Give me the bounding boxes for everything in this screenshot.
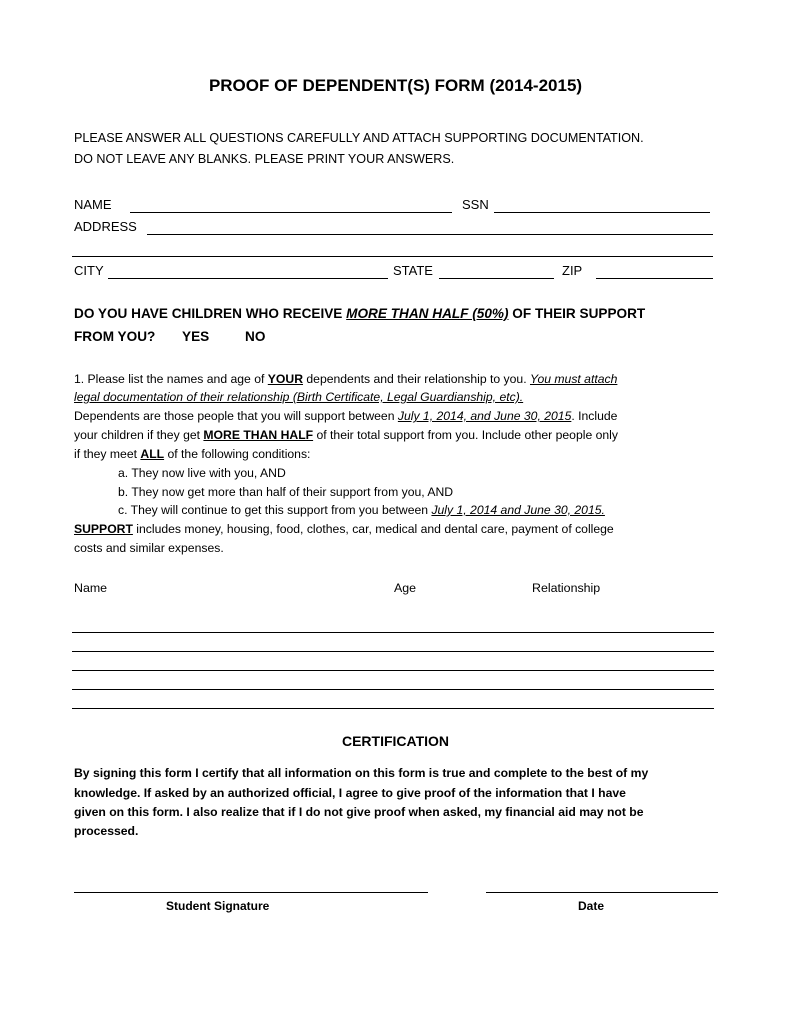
instruction-line-1: PLEASE ANSWER ALL QUESTIONS CAREFULLY AND ATTACH SUPPORTING DOCUMENTATION. [74, 131, 644, 145]
zip-field[interactable] [596, 278, 713, 279]
student-signature-label: Student Signature [166, 899, 270, 913]
date-field[interactable] [486, 892, 718, 893]
support-definition-line-2: costs and similar expenses. [74, 541, 224, 555]
emphasis-your: YOUR [267, 372, 303, 386]
city-field[interactable] [108, 278, 388, 279]
state-field[interactable] [439, 278, 554, 279]
text: 1. Please list the names and age of [74, 372, 268, 386]
condition-b: b. They now get more than half of their support from you, AND [118, 485, 454, 499]
dependent-row-line[interactable] [72, 708, 714, 709]
condition-a: a. They now live with you, AND [118, 466, 286, 480]
text: dependents and their relationship to you. [303, 372, 530, 386]
column-header-relationship: Relationship [532, 581, 601, 595]
certification-line-1: By signing this form I certify that all information on this form is true and complete to the best of my [74, 766, 649, 780]
text: . Include [571, 409, 618, 423]
question-line-2 [74, 329, 155, 344]
text: c. They will continue to get this support from you between [118, 503, 432, 517]
name-label: NAME [74, 197, 112, 212]
item1-line-2: legal documentation of their relationship (Birth Certificate, Legal Guardianship, etc). [74, 390, 524, 404]
address-field[interactable] [147, 234, 713, 235]
text: of their total support from you. Include other people only [313, 428, 618, 442]
item1-line-1 [74, 372, 617, 386]
state-label: STATE [393, 263, 433, 278]
city-label: CITY [74, 263, 104, 278]
question-text-b: OF THEIR SUPPORT [508, 306, 646, 321]
dependent-row-line[interactable] [72, 632, 714, 633]
certification-line-3: given on this form. I also realize that if I do not give proof when asked, my financial aid may not be [74, 805, 644, 819]
column-header-name: Name [74, 581, 108, 595]
no-option[interactable]: NO [245, 329, 266, 344]
emphasis-support: SUPPORT [74, 522, 133, 536]
item1-line-5 [74, 447, 310, 461]
address-label: ADDRESS [74, 219, 137, 234]
student-signature-field[interactable] [74, 892, 428, 893]
address-field-line-2[interactable] [72, 256, 713, 257]
form-title: PROOF OF DEPENDENT(S) FORM (2014-2015) [208, 76, 583, 95]
text: if they meet [74, 447, 141, 461]
support-definition-line-1 [74, 522, 614, 536]
instruction-line-2: DO NOT LEAVE ANY BLANKS. PLEASE PRINT YOUR ANSWERS. [74, 152, 455, 166]
ssn-field[interactable] [494, 212, 710, 213]
question-text-a: DO YOU HAVE CHILDREN WHO RECEIVE [74, 306, 347, 321]
yes-option[interactable]: YES [182, 329, 210, 344]
certification-line-2: knowledge. If asked by an authorized official, I agree to give proof of the information that I have [74, 786, 626, 800]
text: your children if they get [74, 428, 204, 442]
item1-line-4 [74, 428, 618, 442]
certification-line-4: processed. [74, 824, 139, 838]
emphasis-attach: You must attach [529, 372, 618, 386]
condition-c [118, 503, 605, 517]
question-from-you: FROM YOU? [74, 329, 156, 344]
certification-title: CERTIFICATION [341, 733, 450, 749]
date-range: July 1, 2014 and June 30, 2015. [431, 503, 605, 517]
dependent-row-line[interactable] [72, 689, 714, 690]
name-field[interactable] [130, 212, 452, 213]
text: Dependents are those people that you will support between [74, 409, 398, 423]
zip-label: ZIP [562, 263, 583, 278]
question-emphasis: MORE THAN HALF (50%) [346, 306, 509, 321]
dependent-row-line[interactable] [72, 651, 714, 652]
emphasis-all: ALL [140, 447, 165, 461]
column-header-age: Age [394, 581, 417, 595]
item1-line-3 [74, 409, 617, 423]
text: includes money, housing, food, clothes, car, medical and dental care, payment of college [132, 522, 614, 536]
text: of the following conditions: [164, 447, 311, 461]
date-label: Date [578, 899, 605, 913]
question-line-1 [74, 306, 645, 321]
date-range: July 1, 2014, and June 30, 2015 [397, 409, 572, 423]
dependent-row-line[interactable] [72, 670, 714, 671]
ssn-label: SSN [462, 197, 489, 212]
emphasis-more-than-half: MORE THAN HALF [203, 428, 314, 442]
